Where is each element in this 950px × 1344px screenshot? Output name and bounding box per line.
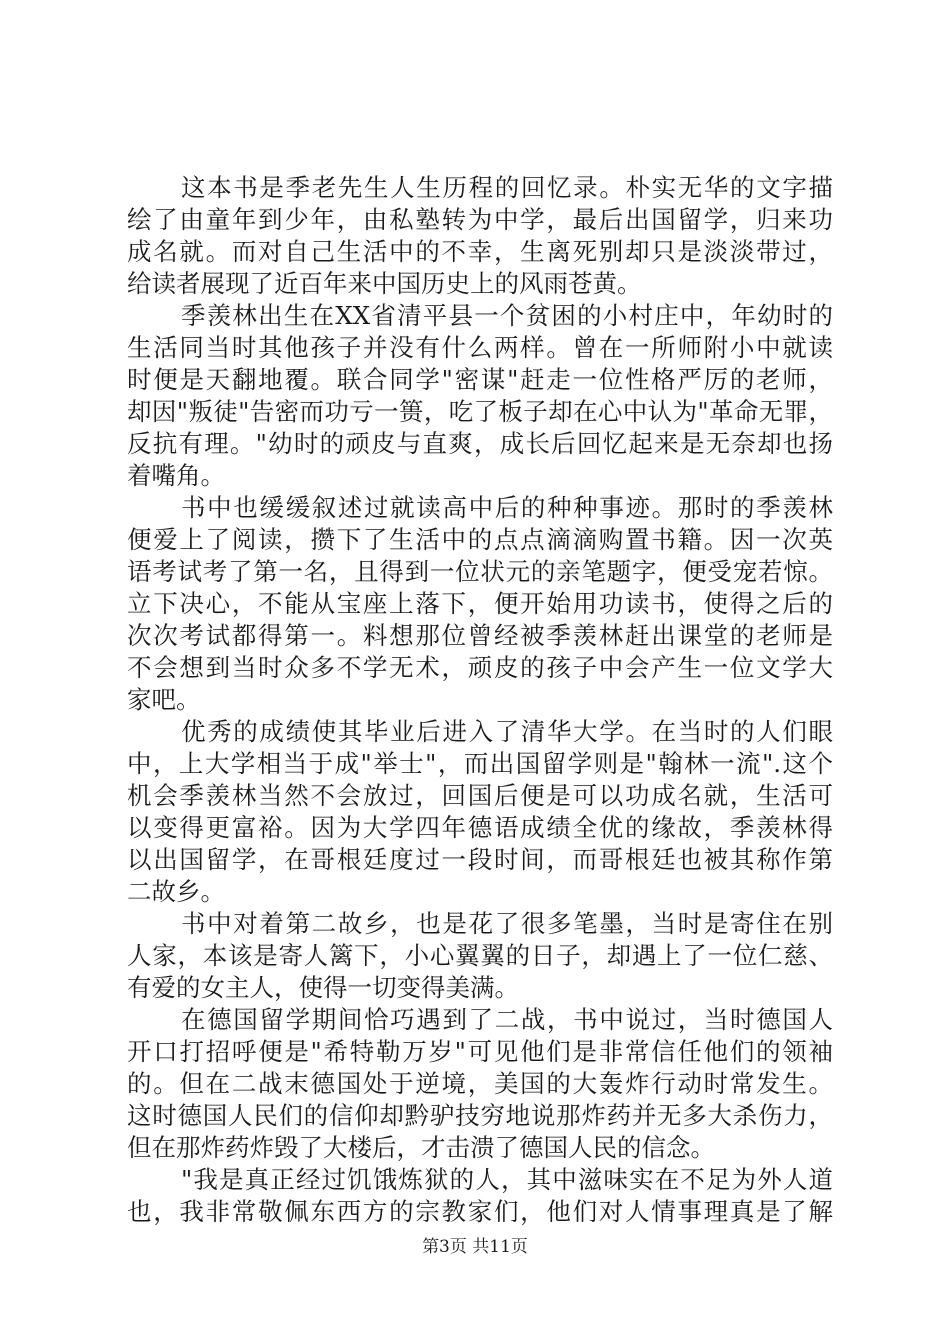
body-text: [127, 172, 833, 1228]
text-line: 也，我非常敬佩东西方的宗教家们，他们对人情事理真是了解: [127, 1197, 833, 1226]
text-line: 但在那炸药炸毁了大楼后，才击溃了德国人民的信念。: [127, 1133, 715, 1162]
text-line: 生活同当时其他孩子并没有什么两样。曾在一所师附小中就读: [127, 333, 833, 362]
text-line: 机会季羡林当然不会放过，回国后便是可以功成名就，生活可: [127, 781, 833, 810]
page-number-footer: 第3页 共11页: [422, 1237, 528, 1257]
text-line: 二故乡。: [127, 877, 225, 906]
text-line: 以出国留学，在哥根廷度过一段时间，而哥根廷也被其称作第: [127, 845, 833, 874]
text-line: 着嘴角。: [127, 461, 225, 490]
text-line: 次次考试都得第一。料想那位曾经被季羡林赶出课堂的老师是: [127, 621, 833, 650]
text-line: 给读者展现了近百年来中国历史上的风雨苍黄。: [127, 269, 642, 298]
text-line: 书中也缓缓叙述过就读高中后的种种事迹。那时的季羡林: [181, 493, 833, 522]
text-line: 在德国留学期间恰巧遇到了二战，书中说过，当时德国人: [181, 1005, 833, 1034]
text-line: 中，上大学相当于成"举士"，而出国留学则是"翰林一流".这个: [127, 749, 833, 778]
text-line: 这本书是季老先生人生历程的回忆录。朴实无华的文字描: [181, 173, 833, 202]
text-line: 书中对着第二故乡，也是花了很多笔墨，当时是寄住在别: [181, 909, 833, 938]
text-line: 语考试考了第一名，且得到一位状元的亲笔题字，便受宠若惊。: [127, 557, 833, 586]
text-line: 绘了由童年到少年，由私塾转为中学，最后出国留学，归来功: [127, 205, 833, 234]
text-line: 这时德国人民们的信仰却黔驴技穷地说那炸药并无多大杀伤力，: [127, 1101, 833, 1130]
text-line: 立下决心，不能从宝座上落下，便开始用功读书，使得之后的: [127, 589, 833, 618]
text-line: 不会想到当时众多不学无术，顽皮的孩子中会产生一位文学大: [127, 653, 833, 682]
text-line: 的。但在二战末德国处于逆境，美国的大轰炸行动时常发生。: [127, 1069, 833, 1098]
text-line: 成名就。而对自己生活中的不幸，生离死别却只是淡淡带过，: [127, 237, 833, 266]
text-line: "我是真正经过饥饿炼狱的人，其中滋味实在不足为外人道: [181, 1165, 833, 1194]
text-line: 优秀的成绩使其毕业后进入了清华大学。在当时的人们眼: [181, 717, 833, 746]
text-line: 季羡林出生在XX省清平县一个贫困的小村庄中，年幼时的: [181, 301, 833, 330]
text-line: 以变得更富裕。因为大学四年德语成绩全优的缘故，季羡林得: [127, 813, 833, 842]
text-line: 有爱的女主人，使得一切变得美满。: [127, 973, 519, 1002]
text-line: 时便是天翻地覆。联合同学"密谋"赶走一位性格严厉的老师，: [127, 365, 833, 394]
text-line: 开口打招呼便是"希特勒万岁"可见他们是非常信任他们的领袖: [127, 1037, 833, 1066]
text-line: 便爱上了阅读，攒下了生活中的点点滴滴购置书籍。因一次英: [127, 525, 833, 554]
text-line: 却因"叛徒"告密而功亏一篑，吃了板子却在心中认为"革命无罪，: [127, 397, 833, 426]
text-line: 家吧。: [127, 685, 201, 714]
text-line: 反抗有理。"幼时的顽皮与直爽，成长后回忆起来是无奈却也扬: [127, 429, 833, 458]
text-line: 人家，本该是寄人篱下，小心翼翼的日子，却遇上了一位仁慈、: [127, 941, 833, 970]
